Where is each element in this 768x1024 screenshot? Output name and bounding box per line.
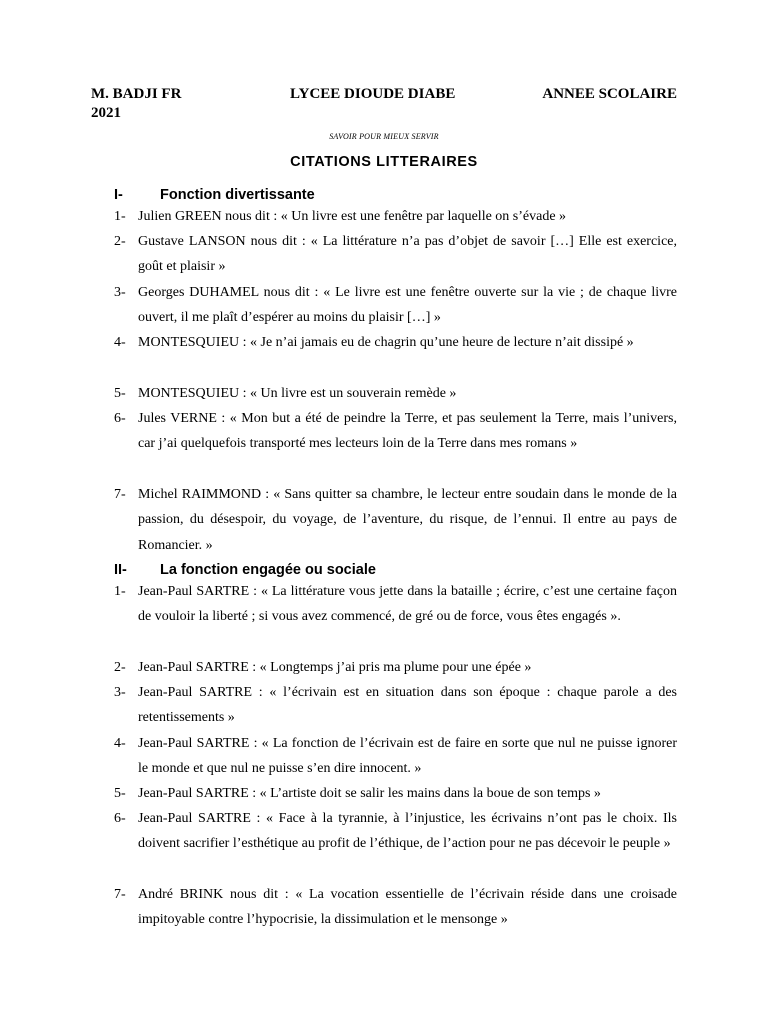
header-author: M. BADJI FR [91, 86, 182, 102]
section-heading-1 [114, 187, 315, 203]
item-number: 3- [114, 685, 126, 700]
item-number: 5- [114, 386, 126, 401]
list-item [114, 330, 677, 355]
item-number: 7- [114, 487, 126, 502]
item-number: 2- [114, 234, 126, 249]
header-year-label: ANNEE SCOLAIRE [542, 86, 677, 102]
list-item [114, 204, 677, 229]
header-school: LYCEE DIOUDE DIABE [290, 86, 456, 102]
item-number: 6- [114, 811, 126, 826]
item-text: Jean-Paul SARTRE : « L’artiste doit se salir les mains dans la boue de son temps » [138, 786, 601, 801]
item-number: 1- [114, 584, 126, 599]
list-item [114, 229, 677, 280]
item-number: 3- [114, 285, 126, 300]
item-number: 4- [114, 736, 126, 751]
item-text: Georges DUHAMEL nous dit : « Le livre est une fenêtre ouverte sur la vie ; de chaque livre ouvert, il me plaît d’espérer au moins du plaisir […] » [138, 285, 677, 326]
list-item [114, 406, 677, 457]
item-number: 7- [114, 887, 126, 902]
motto: SAVOIR POUR MIEUX SERVIR [329, 132, 439, 141]
section-title: La fonction engagée ou sociale [160, 562, 376, 578]
list-item [114, 781, 677, 806]
item-text: Jean-Paul SARTRE : « Face à la tyrannie, à l’injustice, les écrivains n’ont pas le choix. Ils doivent sacrifier l’esthétique au profit de l’éthique, de l’action pour ne pas décevoir le peuple » [138, 811, 677, 852]
item-text: MONTESQUIEU : « Un livre est un souverain remède » [138, 386, 457, 401]
item-number: 1- [114, 209, 126, 224]
list-item [114, 381, 677, 406]
list-item [114, 731, 677, 782]
item-number: 6- [114, 411, 126, 426]
item-text: Jean-Paul SARTRE : « l’écrivain est en situation dans son époque : chaque parole a des retentissements » [138, 685, 677, 726]
item-text: Jean-Paul SARTRE : « La fonction de l’écrivain est de faire en sorte que nul ne puisse ignorer le monde et que nul ne puisse s’en dire innocent. » [138, 736, 677, 777]
item-text: André BRINK nous dit : « La vocation essentielle de l’écrivain réside dans une croisade impitoyable contre l’hypocrisie, la dissimulation et le mensonge » [138, 887, 677, 928]
item-text: MONTESQUIEU : « Je n’ai jamais eu de chagrin qu’une heure de lecture n’ait dissipé » [138, 335, 634, 350]
item-text: Gustave LANSON nous dit : « La littérature n’a pas d’objet de savoir […] Elle est exercice, goût et plaisir » [138, 234, 677, 275]
list-item [114, 482, 677, 558]
page-title: CITATIONS LITTERAIRES [290, 154, 478, 170]
section-number: II- [114, 562, 127, 578]
item-number: 5- [114, 786, 126, 801]
list-item [114, 806, 677, 857]
item-text: Jean-Paul SARTRE : « La littérature vous jette dans la bataille ; écrire, c’est une certaine façon de vouloir la liberté ; si vous avez commencé, de gré ou de force, vous êtes engagés ». [138, 584, 677, 625]
item-number: 4- [114, 335, 126, 350]
item-text: Michel RAIMMOND : « Sans quitter sa chambre, le lecteur entre soudain dans le monde de la passion, du désespoir, du voyage, de l’aventure, du risque, de l’ennui. Il entre au pays de Romancier. » [138, 487, 677, 553]
item-text: Jean-Paul SARTRE : « Longtemps j’ai pris ma plume pour une épée » [138, 660, 532, 675]
section-title: Fonction divertissante [160, 187, 315, 203]
section-heading-2 [114, 562, 376, 578]
item-text: Julien GREEN nous dit : « Un livre est une fenêtre par laquelle on s’évade » [138, 209, 567, 224]
item-number: 2- [114, 660, 126, 675]
list-item [114, 680, 677, 731]
list-item [114, 280, 677, 331]
list-item [114, 579, 677, 630]
list-item [114, 882, 677, 933]
section-number: I- [114, 187, 123, 203]
item-text: Jules VERNE : « Mon but a été de peindre la Terre, et pas seulement la Terre, mais l’univers, car j’ai quelquefois transporté mes lecteurs loin de la Terre dans mes romans » [138, 411, 677, 452]
header-year: 2021 [91, 105, 121, 121]
list-item [114, 655, 677, 680]
